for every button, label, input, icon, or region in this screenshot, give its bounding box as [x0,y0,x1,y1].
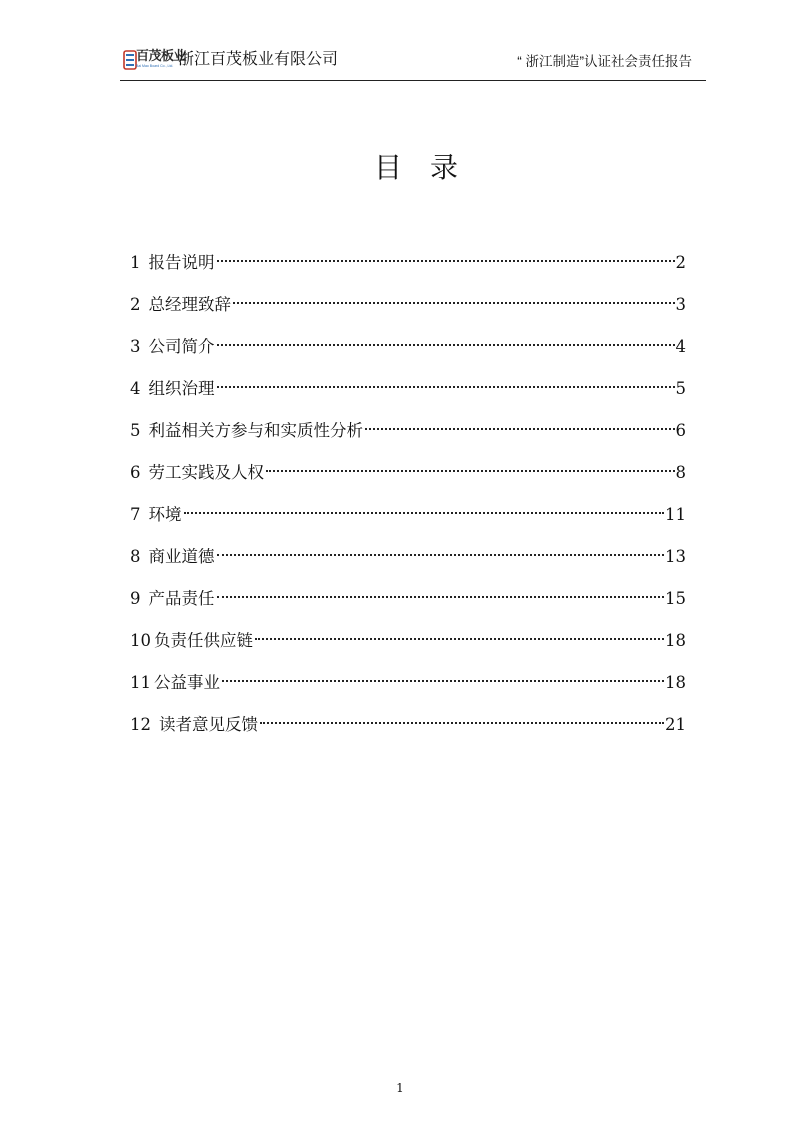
toc-entry-title: 公司简介 [148,337,215,356]
toc-entry-number: 10 [130,631,151,650]
toc-entry-title: 负责任供应链 [154,631,253,650]
toc-entry[interactable] [130,711,686,753]
toc-entry-number: 12 [130,715,151,734]
logo-text: 百茂板业 [136,48,187,63]
company-logo [120,46,187,76]
toc-entry-page: 2 [675,253,686,272]
toc-entry-number: 9 [130,589,141,608]
toc-leader-dots [233,302,675,304]
toc-entry-page: 15 [665,589,686,608]
toc-entry-page: 8 [675,463,686,482]
toc-entry[interactable] [130,333,686,375]
toc-entry[interactable] [130,543,686,585]
toc-entry-title: 劳工实践及人权 [148,463,264,482]
toc-entry-number: 6 [130,463,141,482]
toc-entry-number: 2 [130,295,141,314]
toc-entry[interactable] [130,417,686,459]
toc-entry-title: 组织治理 [148,379,215,398]
company-name: 浙江百茂板业有限公司 [178,51,339,68]
toc-leader-dots [255,638,664,640]
toc-entry-title: 公益事业 [154,673,220,692]
toc-entry[interactable] [130,249,686,291]
page-number: 1 [396,1081,404,1095]
toc-leader-dots [184,512,665,514]
toc-leader-dots [217,596,665,598]
toc-entry[interactable] [130,291,686,333]
toc-entry-number: 7 [130,505,141,524]
toc-entry[interactable] [130,375,686,417]
toc-leader-dots [365,428,675,430]
toc-entry[interactable] [130,669,686,711]
toc-entry-title: 产品责任 [148,589,215,608]
toc-entry-page: 18 [665,673,686,692]
toc-entry-number: 11 [130,673,151,692]
toc-entry-number: 4 [130,379,141,398]
toc-entry-page: 3 [675,295,686,314]
toc-entry-title: 商业道德 [148,547,215,566]
toc-leader-dots [222,680,664,682]
toc-leader-dots [260,722,664,724]
toc-entry-page: 11 [665,505,686,524]
toc-entry-title: 总经理致辞 [148,295,231,314]
toc-leader-dots [217,344,675,346]
toc-leader-dots [217,554,665,556]
toc-entry-page: 18 [665,631,686,650]
toc-entry-page: 21 [665,715,686,734]
toc-entry[interactable] [130,501,686,543]
toc-leader-dots [217,260,675,262]
toc-entry[interactable] [130,585,686,627]
logo-subtext: Bai Mao Board Co., Ltd. [136,64,174,68]
toc-entry-page: 4 [675,337,686,356]
toc-entry-number: 1 [130,253,141,272]
toc-entry-page: 5 [675,379,686,398]
logo-emblem-icon [123,50,137,70]
toc-title: 目录 [373,151,486,184]
toc-entry-page: 13 [665,547,686,566]
table-of-contents [130,249,686,753]
toc-entry-page: 6 [675,421,686,440]
toc-leader-dots [266,470,675,472]
toc-entry-title: 利益相关方参与和实质性分析 [148,421,363,440]
toc-entry-title: 环境 [148,505,182,524]
toc-entry-number: 8 [130,547,141,566]
toc-entry-number: 5 [130,421,141,440]
toc-entry[interactable] [130,459,686,501]
page-header [120,44,706,81]
report-title: “ 浙江制造”认证社会责任报告 [517,54,692,69]
toc-entry-title: 读者意见反馈 [159,715,258,734]
toc-entry-number: 3 [130,337,141,356]
toc-leader-dots [217,386,675,388]
toc-entry-title: 报告说明 [148,253,215,272]
toc-entry[interactable] [130,627,686,669]
